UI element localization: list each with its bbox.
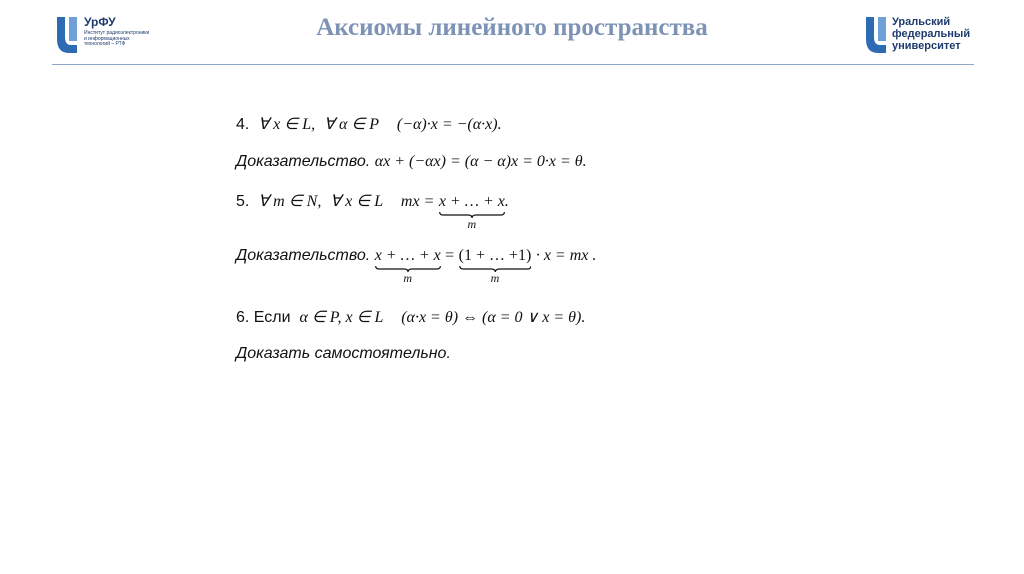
university-name-line: федеральный <box>892 28 971 40</box>
axiom-5-tail: . <box>504 193 509 210</box>
axiom-5-underbrace <box>438 193 505 231</box>
proof-4-formula: αx + (−αx) = (α − α)x = 0·x = θ. <box>374 153 587 170</box>
university-logo-icon <box>864 16 888 54</box>
page-title: Аксиомы линейного пространства <box>316 14 708 41</box>
proof-5-equals: = <box>445 247 455 264</box>
slide-header <box>0 0 1024 66</box>
proof-4-label: Доказательство. <box>236 153 371 170</box>
university-name-line: университет <box>892 40 961 52</box>
proof-5-brace-2-expression: (1 + … +1) <box>458 247 532 264</box>
proof-4 <box>236 153 587 171</box>
university-name <box>892 16 970 52</box>
axiom-5-brace-expression: x + … + x <box>438 193 505 210</box>
header-divider <box>52 64 974 65</box>
axiom-6-label: 6. Если <box>236 309 291 326</box>
proof-5-brace-1-label: m <box>403 271 413 285</box>
axiom-6-condition: α ∈ P, x ∈ L <box>299 309 384 326</box>
proof-5 <box>236 247 597 285</box>
university-name-line: Уральский <box>892 16 951 28</box>
axiom-4-quantifier-alpha: ∀ α ∈ P <box>324 116 380 133</box>
axiom-5-brace-label: m <box>467 217 477 231</box>
axiom-4-number: 4. <box>236 116 250 133</box>
axiom-5-quantifier-x: ∀ x ∈ L <box>330 193 384 210</box>
rtf-logo-subtitle: Институт радиоэлектроники и информационных технологий – РТФ <box>84 30 150 47</box>
axiom-5-number: 5. <box>236 193 250 210</box>
axiom-4-quantifier-x: ∀ x ∈ L, <box>258 116 316 133</box>
axiom-5 <box>236 191 509 231</box>
axiom-5-quantifier-m: ∀ m ∈ N, <box>258 193 322 210</box>
proof-5-tail: · x = mx . <box>535 247 597 264</box>
axiom-4 <box>236 114 502 134</box>
proof-5-underbrace-1 <box>374 247 441 285</box>
proof-5-brace-2-label: m <box>490 271 500 285</box>
axiom-4-formula: (−α)·x = −(α·x). <box>396 116 502 133</box>
axiom-5-lhs: mx = <box>400 193 435 210</box>
self-proof-note <box>236 345 451 363</box>
proof-5-underbrace-2 <box>458 247 532 285</box>
axiom-6-formula: (α·x = θ) ⇔ (α = 0 ∨ x = θ). <box>401 309 586 326</box>
urfu-university-logo <box>864 16 984 56</box>
proof-5-label: Доказательство. <box>236 247 371 264</box>
self-proof-note-text: Доказать самостоятельно. <box>236 345 451 362</box>
proof-5-brace-1-expression: x + … + x <box>374 247 441 264</box>
axiom-6 <box>236 307 585 327</box>
urfu-logo-name: УрФУ <box>84 15 116 29</box>
